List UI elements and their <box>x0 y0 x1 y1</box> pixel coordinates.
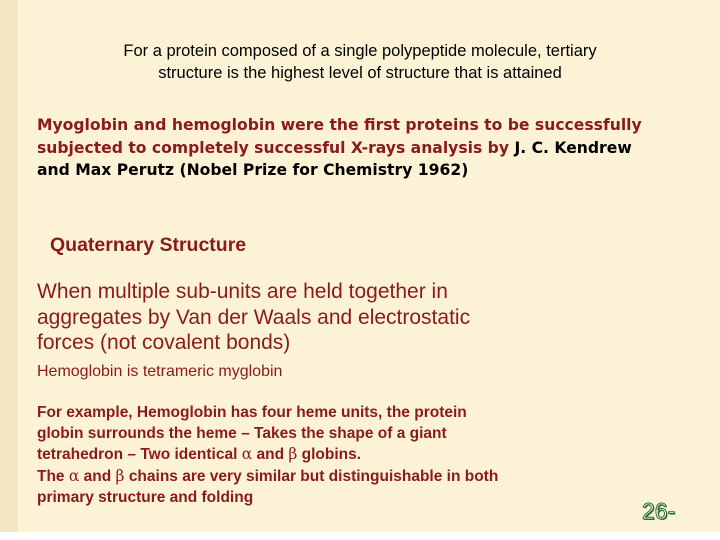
beta-symbol: β <box>288 445 298 464</box>
example-line-4-end: chains are very similar but distinguishable in both <box>128 467 499 485</box>
quaternary-definition <box>37 279 597 356</box>
myoglobin-paragraph <box>37 114 657 182</box>
definition-line-1: When multiple sub-units are held together in <box>37 280 448 303</box>
bottom-edge <box>0 532 720 540</box>
nobel-credit: J. C. Kendrew and Max Perutz (Nobel Prize for Chemistry 1962) <box>37 138 632 179</box>
title-line-1: For a protein composed of a single polypeptide molecule, tertiary <box>123 42 597 60</box>
and-word-2: and <box>83 467 112 485</box>
example-line-5: primary structure and folding <box>37 488 254 506</box>
example-line-4 <box>37 468 498 485</box>
example-line-3 <box>37 446 361 463</box>
myoglobin-lead: Myoglobin and hemoglobin were the first proteins to be successfully subjected to completely successful X-rays analysis by <box>37 116 642 157</box>
title-line-2: structure is the highest level of structure that is attained <box>158 64 562 82</box>
definition-line-3: forces (not covalent bonds) <box>37 331 291 354</box>
example-line-3-end: globins. <box>301 446 362 464</box>
example-line-3-start: tetrahedron – Two identical <box>37 446 238 464</box>
alpha-symbol-2: α <box>68 466 80 485</box>
left-margin-band <box>0 0 18 540</box>
quaternary-heading: Quaternary Structure <box>50 234 247 256</box>
example-paragraph <box>37 402 627 508</box>
and-word: and <box>256 446 285 464</box>
slide-title <box>28 40 692 84</box>
example-line-1: For example, Hemoglobin has four heme units, the protein <box>37 404 467 421</box>
beta-symbol-2: β <box>115 466 125 485</box>
example-line-2: globin surrounds the heme – Takes the shape of a giant <box>37 425 447 443</box>
example-line-4-start: The <box>37 467 65 485</box>
alpha-symbol: α <box>241 445 253 464</box>
page-number: 26- <box>642 498 676 524</box>
definition-line-2: aggregates by Van der Waals and electrostatic <box>37 305 471 329</box>
hemoglobin-note: Hemoglobin is tetrameric myglobin <box>37 363 283 380</box>
